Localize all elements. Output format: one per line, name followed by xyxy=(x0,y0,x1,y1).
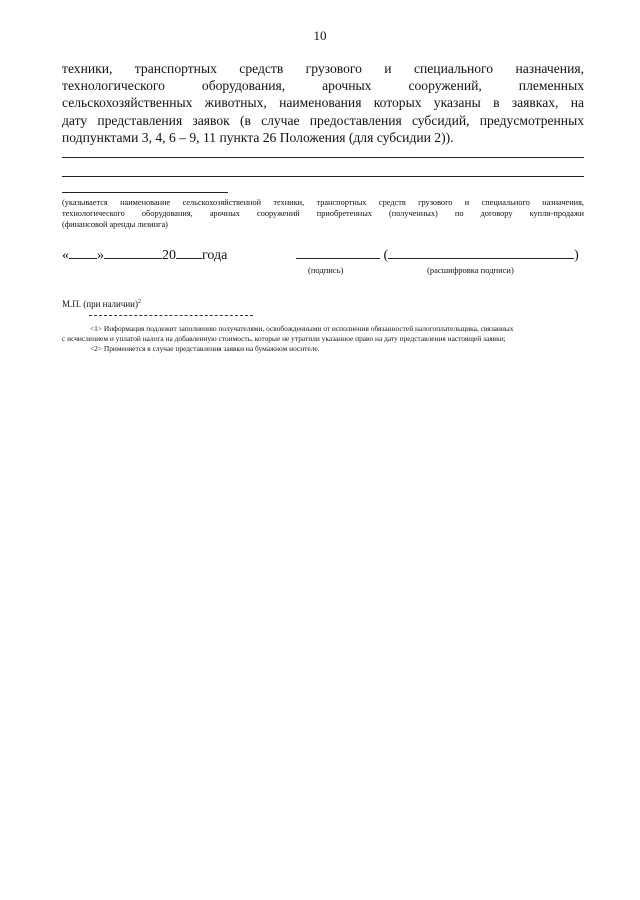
close-paren: ) xyxy=(574,248,579,263)
footnote-1-continued: с исчислением и уплатой налога на добавленную стоимость, которые не утратили указанное право на дату представления настоящей заявки; xyxy=(62,334,506,343)
stamp-label-text: М.П. (при наличии) xyxy=(62,299,138,309)
body-line: сельскохозяйственных животных, наименования которых указаны в заявках, на xyxy=(62,95,584,111)
signature-blank[interactable] xyxy=(296,246,380,259)
body-line: подпунктами 3, 4, 6 – 9, 11 пункта 26 Положения (для субсидии 2)). xyxy=(62,129,454,145)
footnote-1: <1> Информация подлежит заполнению получателями, освобожденными от исполнения обязанностей налогоплательщика, связанных xyxy=(90,324,514,333)
name-decoding-blank[interactable] xyxy=(388,246,574,259)
day-blank[interactable] xyxy=(69,246,97,259)
note-line: (финансовой аренды лизинга) xyxy=(62,220,168,229)
fill-in-line xyxy=(62,157,584,158)
open-paren: ( xyxy=(383,248,389,263)
decoding-caption: (расшифровка подписи) xyxy=(427,265,514,275)
footnote-2: <2> Применяется в случае представления заявки на бумажном носителе. xyxy=(90,344,320,353)
date-field xyxy=(62,246,227,264)
note-line: технологического оборудования, арочных сооружений приобретенных (полученных) по договору купли-продажи xyxy=(62,209,584,218)
stamp-footnote-ref: 2 xyxy=(138,299,141,305)
month-blank[interactable] xyxy=(104,246,162,259)
stamp-label xyxy=(62,299,141,309)
signature-caption: (подпись) xyxy=(308,265,344,275)
date-close-quote: » xyxy=(97,248,104,263)
fill-in-line xyxy=(62,176,584,177)
body-line: технологического оборудования, арочных сооружений, племенных xyxy=(62,78,584,94)
separator-rule xyxy=(62,192,228,193)
page-number: 10 xyxy=(313,28,327,43)
year-word: года xyxy=(202,248,228,263)
body-line: дату представления заявок (в случае предоставления субсидий, предусмотренных xyxy=(62,112,584,128)
note-line: (указывается наименование сельскохозяйственной техники, транспортных средств грузового и специального назначения, xyxy=(62,198,584,207)
signature-field xyxy=(296,246,579,264)
body-paragraph xyxy=(62,60,584,146)
footnotes xyxy=(62,324,584,354)
body-line: техники, транспортных средств грузового и специального назначения, xyxy=(62,61,584,76)
date-open-quote: « xyxy=(62,248,69,263)
footnote-separator xyxy=(89,315,253,316)
explanatory-note xyxy=(62,197,584,230)
year-blank[interactable] xyxy=(176,246,202,259)
year-prefix: 20 xyxy=(162,248,176,263)
